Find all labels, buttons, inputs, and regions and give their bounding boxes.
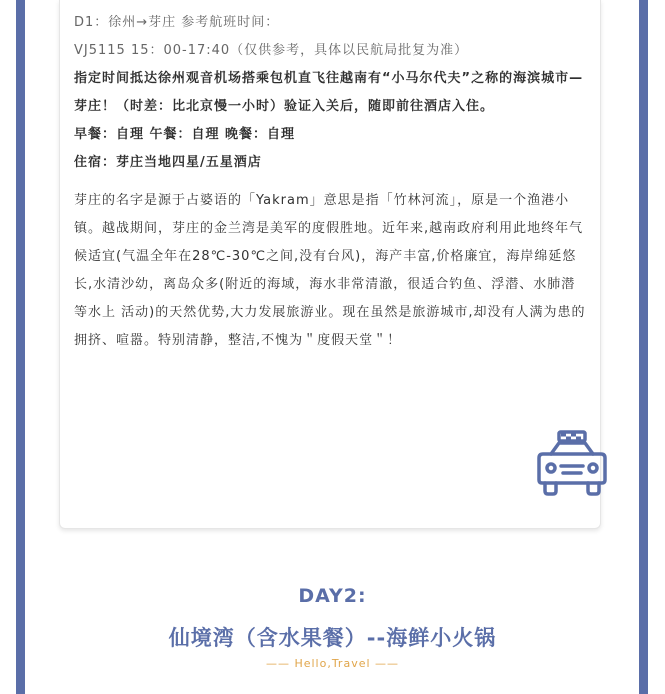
flight-header: D1：徐州→芽庄 参考航班时间： [74,15,280,30]
arrival-text: 指定时间抵达徐州观音机场搭乘包机直飞往越南有“小马尔代夫”之称的海滨城市—芽庄！（时差：比北京慢一小时）验证入关后，随即前往酒店入住。 [74,71,584,114]
taxi-icon [533,430,611,498]
meals-text: 早餐：自理 午餐：自理 晚餐：自理 [74,127,296,142]
destination-description: 芽庄的名字是源于占婆语的「Yakram」意思是指「竹林河流」，原是一个渔港小镇。越战期间，芽庄的金兰湾是美军的度假胜地。近年来,越南政府利用此地终年气候适宜(气温全年在28℃-30℃之间,没有台风)，海产丰富,价格廉宜，海岸绵延悠长,水清沙幼，离岛众多(附近的海域，海水非常清澈，很适合钓鱼、浮潜、水肺潜等水上 活动)的天然优势,大力发展旅游业。现在虽然是旅游城市,却没有人满为患的拥挤、喧嚣。特别清静，整洁,不愧为＂度假天堂＂！ [74,193,586,348]
day-title: 仙境湾（含水果餐）--海鲜小火锅 [168,626,497,650]
day-label: DAY2: [298,585,367,607]
lodging-text: 住宿：芽庄当地四星/五星酒店 [74,155,262,170]
itinerary-content [74,9,586,355]
day-tagline: —— Hello,Travel —— [265,657,400,670]
flight-time: VJ5115 15：00-17:40（仅供参考，具体以民航局批复为准） [74,43,469,58]
